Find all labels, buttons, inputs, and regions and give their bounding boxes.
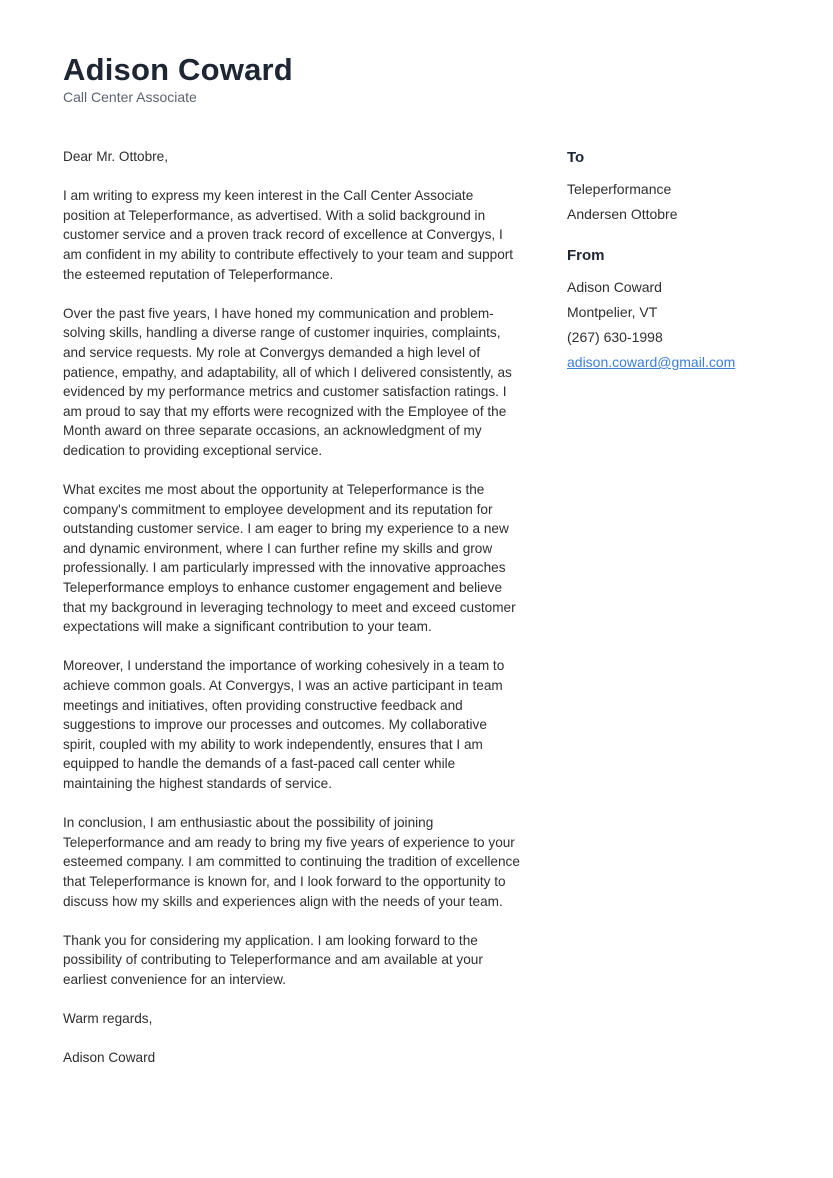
sender-block (567, 245, 787, 375)
paragraph-conclusion: In conclusion, I am enthusiastic about the possibility of joining Teleperformance and am ready to bring my five years of experience to your esteemed company. I am committed to continuing the tradition of excellence that Teleperformance is known for, and I look forward to the opportunity to discuss how my skills and experiences align with the needs of your team. (63, 815, 520, 909)
paragraph-motivation: What excites me most about the opportunity at Teleperformance is the company's commitment to employee development and its reputation for outstanding customer service. I am eager to bring my experience to a new and dynamic environment, where I can further refine my skills and grow professionally. I am particularly impressed with the innovative approaches Teleperformance employs to enhance customer engagement and believe that my background in leveraging technology to meet and exceed customer expectations will make a significant contribution to your team. (63, 482, 516, 635)
sender-location: Montpelier, VT (567, 304, 658, 320)
paragraph-intro: I am writing to express my keen interest in the Call Center Associate position at Teleperformance, as advertised. With a solid background in customer service and a proven track record of excellence at Convergys, I am confident in my ability to contribute effectively to your team and support the esteemed reputation of Teleperformance. (63, 188, 514, 282)
applicant-name: Adison Coward (63, 52, 293, 87)
paragraph-experience: Over the past five years, I have honed my communication and problem-solving skills, handling a diverse range of customer inquiries, complaints, and service requests. My role at Convergys demanded a high level of patience, empathy, and adaptability, all of which I delivered consistently, as evidenced by my performance metrics and customer satisfaction ratings. I am proud to say that my efforts were recognized with the Employee of the Month award on three separate occasions, an acknowledgment of my dedication to providing exceptional service. (63, 305, 512, 458)
salutation: Dear Mr. Ottobre, (63, 149, 169, 164)
recipient-name: Andersen Ottobre (567, 206, 678, 222)
sender-name: Adison Coward (567, 279, 662, 295)
contact-sidebar (567, 147, 787, 393)
letter-body (63, 147, 521, 1088)
letter-header (63, 52, 763, 106)
recipient-block (567, 147, 787, 227)
recipient-company: Teleperformance (567, 181, 672, 197)
paragraph-teamwork: Moreover, I understand the importance of working cohesively in a team to achieve common goals. At Convergys, I was an active participant in team meetings and initiatives, often providing constructive feedback and suggestions to improve our processes and outcomes. My collaborative spirit, coupled with my ability to work independently, ensures that I am equipped to handle the demands of a fast-paced call center while maintaining the highest standards of service. (63, 658, 505, 791)
to-heading: To (567, 149, 585, 166)
sender-phone: (267) 630-1998 (567, 329, 663, 345)
paragraph-thanks: Thank you for considering my application. I am looking forward to the possibility of contributing to Teleperformance and am available at your earliest convenience for an interview. (63, 932, 483, 987)
signature: Adison Coward (63, 1050, 156, 1066)
applicant-job-title: Call Center Associate (63, 89, 197, 105)
sender-email-link[interactable]: adison.coward@gmail.com (567, 354, 736, 370)
from-heading: From (567, 247, 605, 264)
closing: Warm regards, (63, 1011, 153, 1027)
